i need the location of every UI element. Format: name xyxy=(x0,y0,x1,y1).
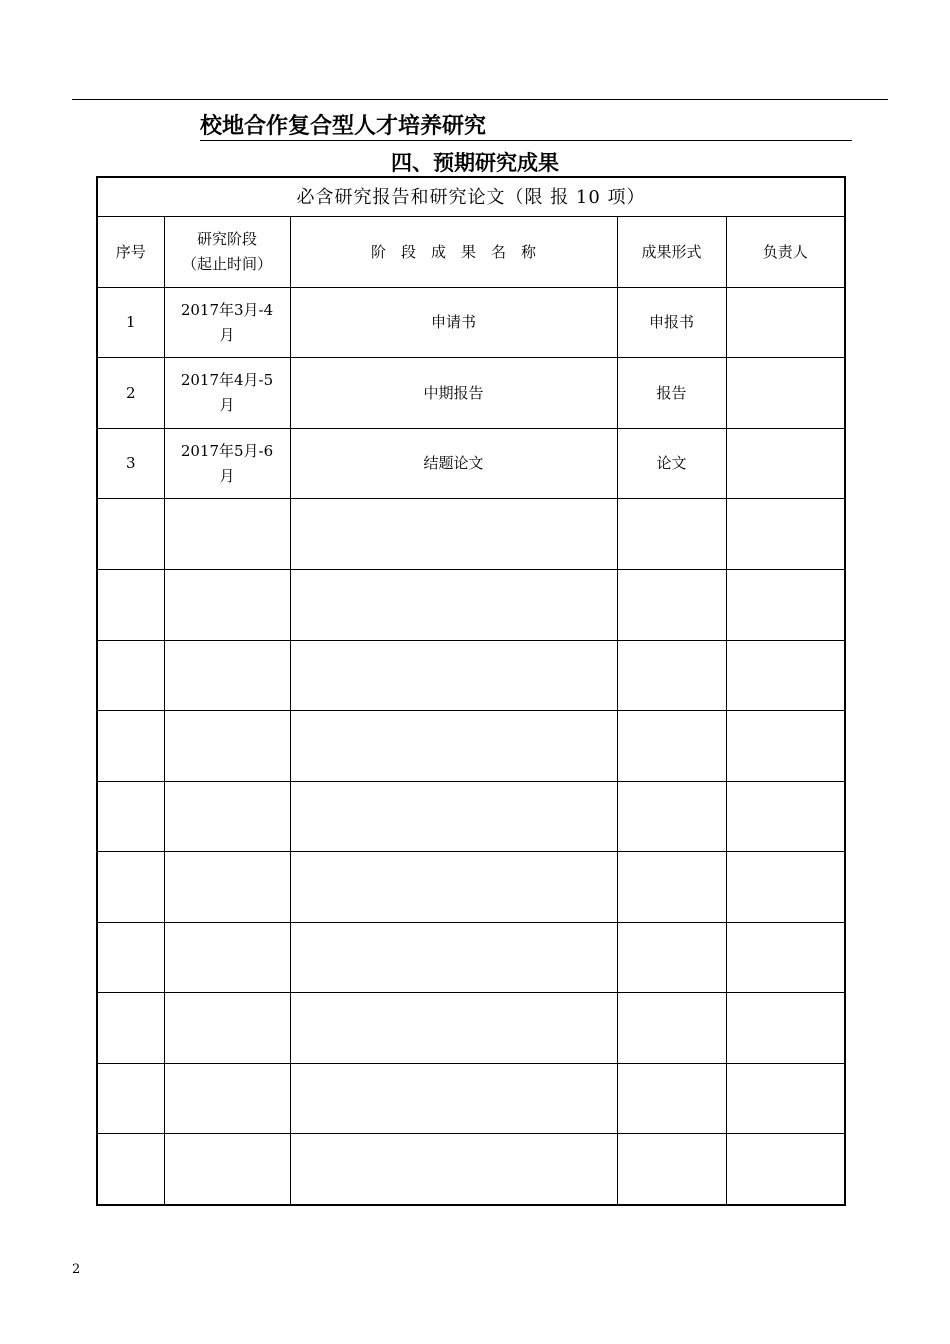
cell-stage xyxy=(164,1063,290,1134)
section-title: 四、预期研究成果 xyxy=(391,150,559,175)
cell-index xyxy=(97,711,164,782)
cell-form xyxy=(617,570,726,641)
cell-owner xyxy=(726,922,845,993)
cell-owner xyxy=(726,1063,845,1134)
cell-owner xyxy=(726,711,845,782)
cell-form xyxy=(617,1063,726,1134)
cell-index xyxy=(97,1063,164,1134)
cell-name: 申请书 xyxy=(290,287,617,358)
header-stage-line1: 研究阶段 xyxy=(196,230,257,249)
cell-stage xyxy=(164,781,290,852)
header-name: 阶 段 成 果 名 称 xyxy=(290,217,617,288)
table-row xyxy=(97,781,845,852)
cell-owner xyxy=(726,499,845,570)
table-row xyxy=(97,922,845,993)
header-owner: 负责人 xyxy=(726,217,845,288)
cell-form xyxy=(617,711,726,782)
header-rule xyxy=(72,99,888,100)
cell-form xyxy=(617,993,726,1064)
table-row xyxy=(97,287,845,358)
cell-form: 论文 xyxy=(617,428,726,499)
header-stage-line2: （起止时间） xyxy=(181,255,272,274)
table-row xyxy=(97,358,845,429)
table-row xyxy=(97,499,845,570)
cell-stage xyxy=(164,993,290,1064)
table-row xyxy=(97,640,845,711)
cell-name xyxy=(290,711,617,782)
cell-owner xyxy=(726,428,845,499)
page-number: 2 xyxy=(72,1262,81,1277)
cell-name xyxy=(290,922,617,993)
table-row xyxy=(97,1063,845,1134)
cell-stage xyxy=(164,922,290,993)
cell-owner xyxy=(726,358,845,429)
table-caption-row xyxy=(97,177,845,217)
header-form: 成果形式 xyxy=(617,217,726,288)
table-header-row xyxy=(97,217,845,288)
cell-stage-line1: 2017年5月-6 xyxy=(180,441,274,460)
cell-name xyxy=(290,640,617,711)
cell-stage-line2: 月 xyxy=(219,396,235,415)
cell-index: 3 xyxy=(97,428,164,499)
table-row xyxy=(97,428,845,499)
cell-name xyxy=(290,781,617,852)
document-title: 校地合作复合型人才培养研究 xyxy=(200,112,852,141)
cell-stage xyxy=(164,358,290,429)
cell-owner xyxy=(726,993,845,1064)
cell-stage-line2: 月 xyxy=(219,466,235,485)
cell-name: 中期报告 xyxy=(290,358,617,429)
cell-form xyxy=(617,781,726,852)
cell-form xyxy=(617,499,726,570)
table-row xyxy=(97,711,845,782)
cell-form xyxy=(617,1134,726,1205)
cell-name xyxy=(290,852,617,923)
cell-form: 申报书 xyxy=(617,287,726,358)
cell-stage xyxy=(164,711,290,782)
cell-form xyxy=(617,852,726,923)
header-stage xyxy=(164,217,290,288)
cell-owner xyxy=(726,287,845,358)
cell-index xyxy=(97,570,164,641)
table-caption: 必含研究报告和研究论文（限 报 10 项） xyxy=(97,177,845,217)
cell-form xyxy=(617,640,726,711)
cell-stage xyxy=(164,852,290,923)
cell-stage xyxy=(164,499,290,570)
cell-name xyxy=(290,1063,617,1134)
cell-index: 1 xyxy=(97,287,164,358)
cell-stage xyxy=(164,570,290,641)
cell-index xyxy=(97,499,164,570)
cell-form: 报告 xyxy=(617,358,726,429)
cell-stage xyxy=(164,287,290,358)
cell-index xyxy=(97,852,164,923)
cell-index xyxy=(97,1134,164,1205)
table-row xyxy=(97,570,845,641)
cell-owner xyxy=(726,640,845,711)
header-index: 序号 xyxy=(97,217,164,288)
cell-owner xyxy=(726,781,845,852)
cell-owner xyxy=(726,1134,845,1205)
table-row xyxy=(97,993,845,1064)
cell-name xyxy=(290,499,617,570)
cell-name: 结题论文 xyxy=(290,428,617,499)
cell-stage xyxy=(164,640,290,711)
expected-results-table xyxy=(96,176,846,1206)
cell-form xyxy=(617,922,726,993)
table-row xyxy=(97,1134,845,1205)
cell-index xyxy=(97,993,164,1064)
cell-owner xyxy=(726,852,845,923)
cell-name xyxy=(290,570,617,641)
table-row xyxy=(97,852,845,923)
cell-stage xyxy=(164,428,290,499)
cell-index xyxy=(97,781,164,852)
cell-stage xyxy=(164,1134,290,1205)
cell-stage-line1: 2017年3月-4 xyxy=(180,300,274,319)
cell-index xyxy=(97,922,164,993)
cell-name xyxy=(290,1134,617,1205)
cell-index: 2 xyxy=(97,358,164,429)
cell-index xyxy=(97,640,164,711)
cell-owner xyxy=(726,570,845,641)
cell-name xyxy=(290,993,617,1064)
cell-stage-line2: 月 xyxy=(219,325,235,344)
cell-stage-line1: 2017年4月-5 xyxy=(180,371,274,390)
